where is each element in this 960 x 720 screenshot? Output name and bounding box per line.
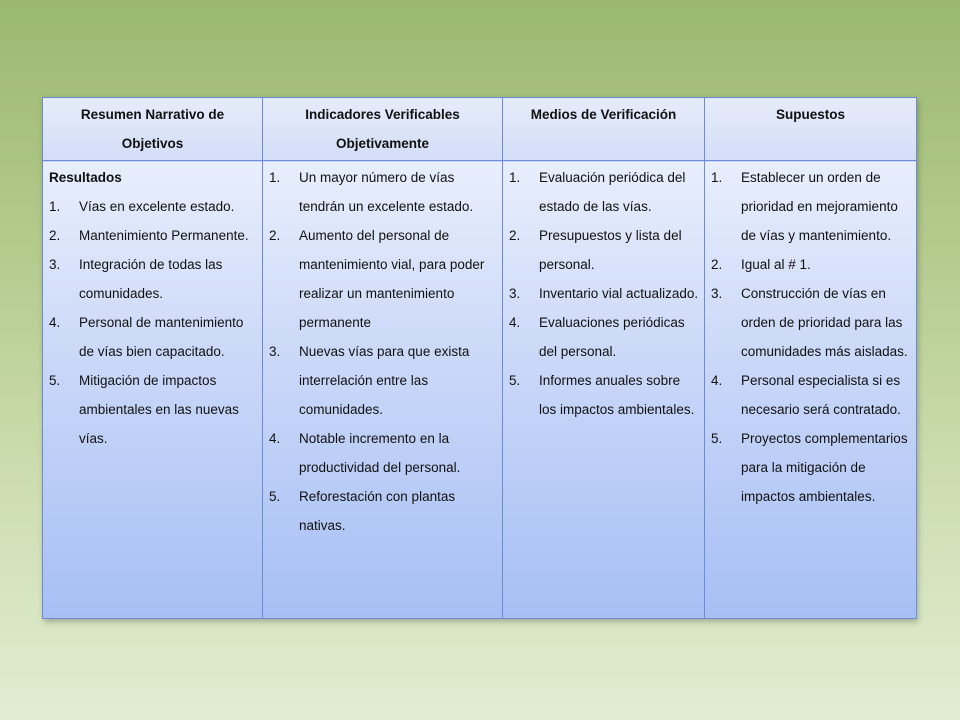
item-text: Nuevas vías para que exista interrelación entre las comunidades. [299,344,470,417]
list-item [269,163,498,221]
cell-means-of-verification [503,161,705,619]
item-number: 5. [711,431,723,446]
item-text: Un mayor número de vías tendrán un excelente estado. [299,170,474,214]
item-text: Mantenimiento Permanente. [79,228,249,243]
item-text: Inventario vial actualizado. [539,286,699,301]
item-text: Vías en excelente estado. [79,199,235,214]
item-number: 4. [49,315,61,330]
item-text: Presupuestos y lista del personal. [539,228,682,272]
item-text: Construcción de vías en orden de prioridad para las comunidades más aisladas. [741,286,908,359]
list-item [49,221,258,250]
list-item [509,308,700,366]
cell-assumptions [705,161,917,619]
list-item [711,366,912,424]
list-item [269,482,498,540]
item-number: 5. [269,489,281,504]
item-text: Personal especialista si es necesario será contratado. [741,373,901,417]
header-means-of-verification: Medios de Verificación [503,98,705,161]
list-item [49,366,258,453]
logframe-table [42,97,917,619]
list-item [711,250,912,279]
item-text: Informes anuales sobre los impactos ambientales. [539,373,695,417]
list-item [711,424,912,511]
item-number: 4. [269,431,281,446]
list-item [49,308,258,366]
item-text: Aumento del personal de mantenimiento vial, para poder realizar un mantenimiento permanente [299,228,485,330]
item-number: 2. [269,228,281,243]
cell-verifiable-indicators [263,161,503,619]
item-number: 5. [49,373,61,388]
item-number: 3. [49,257,61,272]
item-number: 3. [269,344,281,359]
list-item [269,221,498,337]
header-assumptions: Supuestos [705,98,917,161]
header-verifiable-indicators: Indicadores Verificables Objetivamente [263,98,503,161]
indicators-list [269,163,498,540]
item-number: 2. [711,257,723,272]
list-item [509,221,700,279]
verification-list [509,163,700,424]
item-number: 3. [509,286,521,301]
logframe-table-wrapper [42,97,916,619]
item-text: Notable incremento en la productividad del personal. [299,431,461,475]
cell-narrative-summary [43,161,263,619]
list-item [509,366,700,424]
results-title: Resultados [49,170,122,185]
item-number: 1. [711,170,723,185]
item-text: Evaluación periódica del estado de las vías. [539,170,686,214]
results-row [43,161,917,619]
item-number: 4. [711,373,723,388]
item-number: 2. [49,228,61,243]
item-number: 3. [711,286,723,301]
narrative-list [49,192,258,453]
item-number: 5. [509,373,521,388]
item-number: 1. [269,170,281,185]
item-number: 1. [49,199,61,214]
item-text: Mitigación de impactos ambientales en las nuevas vías. [79,373,239,446]
item-number: 2. [509,228,521,243]
item-text: Establecer un orden de prioridad en mejoramiento de vías y mantenimiento. [741,170,898,243]
list-item [711,163,912,250]
header-row [43,98,917,161]
item-text: Personal de mantenimiento de vías bien capacitado. [79,315,244,359]
list-item [269,424,498,482]
list-item [269,337,498,424]
list-item [711,279,912,366]
item-number: 1. [509,170,521,185]
item-text: Integración de todas las comunidades. [79,257,223,301]
item-number: 4. [509,315,521,330]
list-item [509,279,700,308]
header-narrative-summary: Resumen Narrativo de Objetivos [43,98,263,161]
item-text: Evaluaciones periódicas del personal. [539,315,685,359]
list-item [49,192,258,221]
list-item [49,250,258,308]
item-text: Proyectos complementarios para la mitigación de impactos ambientales. [741,431,908,504]
list-item [509,163,700,221]
item-text: Reforestación con plantas nativas. [299,489,456,533]
item-text: Igual al # 1. [741,257,811,272]
assumptions-list [711,163,912,511]
